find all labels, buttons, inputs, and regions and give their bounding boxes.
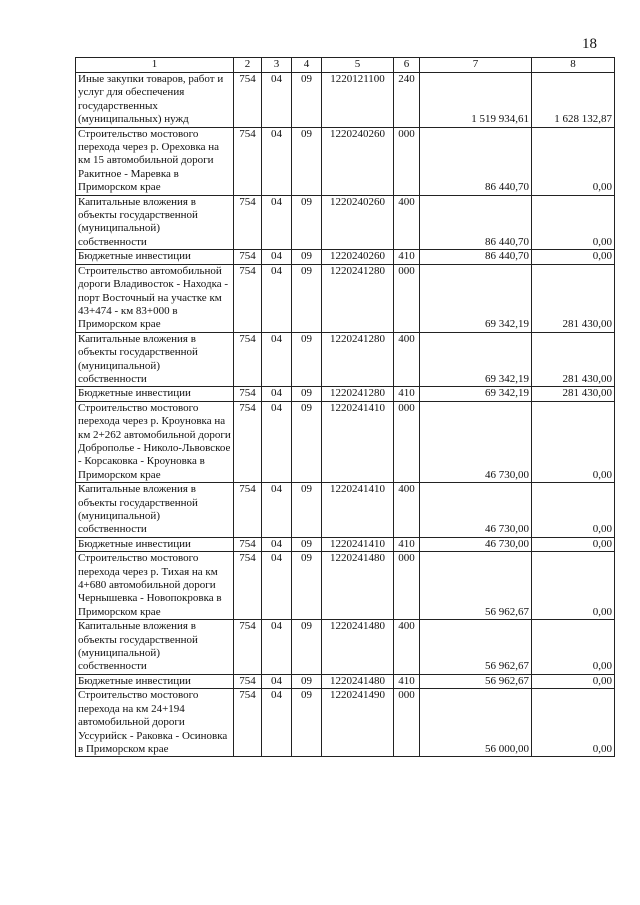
amount-year-2-cell: 0,00	[532, 483, 615, 538]
subsection-code-cell: 09	[292, 552, 322, 620]
ministry-code-cell: 754	[234, 387, 262, 401]
subsection-code-cell: 09	[292, 483, 322, 538]
item-name-cell: Строительство мостового перехода через р. Кроуновка на км 2+262 автомобильной дороги Доброполье - Николо-Львовское - Корсаковка - Кроуновка в Приморском крае	[76, 401, 234, 482]
target-article-code-cell: 1220241280	[322, 387, 394, 401]
ministry-code-cell: 754	[234, 264, 262, 332]
ministry-code-cell: 754	[234, 483, 262, 538]
table-row	[76, 250, 615, 264]
amount-year-1-cell: 46 730,00	[420, 401, 532, 482]
table-row	[76, 387, 615, 401]
section-code-cell: 04	[262, 127, 292, 195]
section-code-cell: 04	[262, 537, 292, 551]
item-name-cell: Бюджетные инвестиции	[76, 250, 234, 264]
expense-type-code-cell: 410	[394, 537, 420, 551]
subsection-code-cell: 09	[292, 250, 322, 264]
item-name-cell: Строительство автомобильной дороги Владивосток - Находка - порт Восточный на участке км 43+474 - км 83+000 в Приморском крае	[76, 264, 234, 332]
table-row	[76, 620, 615, 675]
table-row	[76, 73, 615, 128]
subsection-code-cell: 09	[292, 73, 322, 128]
section-code-cell: 04	[262, 552, 292, 620]
table-row	[76, 537, 615, 551]
ministry-code-cell: 754	[234, 552, 262, 620]
expense-type-code-cell: 410	[394, 674, 420, 688]
item-name-cell: Капитальные вложения в объекты государственной (муниципальной) собственности	[76, 332, 234, 387]
amount-year-2-cell: 0,00	[532, 689, 615, 757]
subsection-code-cell: 09	[292, 537, 322, 551]
amount-year-2-cell: 0,00	[532, 250, 615, 264]
amount-year-1-cell: 69 342,19	[420, 264, 532, 332]
expense-type-code-cell: 400	[394, 332, 420, 387]
amount-year-1-cell: 46 730,00	[420, 483, 532, 538]
item-name-cell: Строительство мостового перехода на км 24+194 автомобильной дороги Уссурийск - Раковка - Осиновка в Приморском крае	[76, 689, 234, 757]
amount-year-1-cell: 1 519 934,61	[420, 73, 532, 128]
target-article-code-cell: 1220241280	[322, 332, 394, 387]
amount-year-1-cell: 86 440,70	[420, 127, 532, 195]
amount-year-1-cell: 56 962,67	[420, 552, 532, 620]
ministry-code-cell: 754	[234, 250, 262, 264]
header-cell: 6	[394, 58, 420, 73]
amount-year-1-cell: 69 342,19	[420, 387, 532, 401]
amount-year-2-cell: 0,00	[532, 537, 615, 551]
section-code-cell: 04	[262, 401, 292, 482]
target-article-code-cell: 1220240260	[322, 195, 394, 250]
ministry-code-cell: 754	[234, 674, 262, 688]
table-row	[76, 552, 615, 620]
amount-year-1-cell: 46 730,00	[420, 537, 532, 551]
table-row	[76, 689, 615, 757]
subsection-code-cell: 09	[292, 401, 322, 482]
amount-year-2-cell: 0,00	[532, 401, 615, 482]
table-row	[76, 264, 615, 332]
section-code-cell: 04	[262, 195, 292, 250]
ministry-code-cell: 754	[234, 537, 262, 551]
section-code-cell: 04	[262, 387, 292, 401]
ministry-code-cell: 754	[234, 332, 262, 387]
subsection-code-cell: 09	[292, 689, 322, 757]
header-cell: 5	[322, 58, 394, 73]
item-name-cell: Капитальные вложения в объекты государственной (муниципальной) собственности	[76, 483, 234, 538]
item-name-cell: Капитальные вложения в объекты государственной (муниципальной) собственности	[76, 620, 234, 675]
item-name-cell: Строительство мостового перехода через р. Ореховка на км 15 автомобильной дороги Ракитное - Маревка в Приморском крае	[76, 127, 234, 195]
ministry-code-cell: 754	[234, 689, 262, 757]
target-article-code-cell: 1220241480	[322, 674, 394, 688]
header-cell: 4	[292, 58, 322, 73]
table-row	[76, 332, 615, 387]
amount-year-2-cell: 281 430,00	[532, 387, 615, 401]
target-article-code-cell: 1220241490	[322, 689, 394, 757]
header-cell: 8	[532, 58, 615, 73]
item-name-cell: Капитальные вложения в объекты государственной (муниципальной) собственности	[76, 195, 234, 250]
item-name-cell: Иные закупки товаров, работ и услуг для обеспечения государственных (муниципальных) нужд	[76, 73, 234, 128]
amount-year-2-cell: 281 430,00	[532, 332, 615, 387]
section-code-cell: 04	[262, 674, 292, 688]
ministry-code-cell: 754	[234, 127, 262, 195]
target-article-code-cell: 1220240260	[322, 127, 394, 195]
expense-type-code-cell: 000	[394, 264, 420, 332]
subsection-code-cell: 09	[292, 195, 322, 250]
amount-year-2-cell: 1 628 132,87	[532, 73, 615, 128]
amount-year-2-cell: 0,00	[532, 552, 615, 620]
expense-type-code-cell: 400	[394, 620, 420, 675]
page-number: 18	[582, 36, 597, 52]
ministry-code-cell: 754	[234, 195, 262, 250]
section-code-cell: 04	[262, 73, 292, 128]
table-row	[76, 401, 615, 482]
section-code-cell: 04	[262, 620, 292, 675]
amount-year-1-cell: 86 440,70	[420, 250, 532, 264]
amount-year-2-cell: 0,00	[532, 620, 615, 675]
header-cell: 3	[262, 58, 292, 73]
budget-table	[75, 57, 615, 757]
item-name-cell: Бюджетные инвестиции	[76, 537, 234, 551]
amount-year-1-cell: 56 000,00	[420, 689, 532, 757]
expense-type-code-cell: 240	[394, 73, 420, 128]
subsection-code-cell: 09	[292, 332, 322, 387]
ministry-code-cell: 754	[234, 401, 262, 482]
amount-year-1-cell: 69 342,19	[420, 332, 532, 387]
amount-year-2-cell: 0,00	[532, 127, 615, 195]
section-code-cell: 04	[262, 332, 292, 387]
target-article-code-cell: 1220240260	[322, 250, 394, 264]
subsection-code-cell: 09	[292, 620, 322, 675]
amount-year-1-cell: 56 962,67	[420, 620, 532, 675]
subsection-code-cell: 09	[292, 387, 322, 401]
expense-type-code-cell: 400	[394, 195, 420, 250]
expense-type-code-cell: 410	[394, 387, 420, 401]
section-code-cell: 04	[262, 689, 292, 757]
target-article-code-cell: 1220241410	[322, 401, 394, 482]
header-cell: 2	[234, 58, 262, 73]
target-article-code-cell: 1220241280	[322, 264, 394, 332]
target-article-code-cell: 1220241480	[322, 552, 394, 620]
item-name-cell: Бюджетные инвестиции	[76, 674, 234, 688]
expense-type-code-cell: 000	[394, 689, 420, 757]
table-row	[76, 195, 615, 250]
item-name-cell: Бюджетные инвестиции	[76, 387, 234, 401]
section-code-cell: 04	[262, 264, 292, 332]
section-code-cell: 04	[262, 483, 292, 538]
section-code-cell: 04	[262, 250, 292, 264]
amount-year-2-cell: 281 430,00	[532, 264, 615, 332]
header-cell: 1	[76, 58, 234, 73]
expense-type-code-cell: 000	[394, 401, 420, 482]
header-cell: 7	[420, 58, 532, 73]
ministry-code-cell: 754	[234, 620, 262, 675]
ministry-code-cell: 754	[234, 73, 262, 128]
amount-year-2-cell: 0,00	[532, 674, 615, 688]
expense-type-code-cell: 000	[394, 552, 420, 620]
expense-type-code-cell: 400	[394, 483, 420, 538]
amount-year-1-cell: 86 440,70	[420, 195, 532, 250]
budget-table-body	[76, 58, 615, 757]
table-row	[76, 674, 615, 688]
target-article-code-cell: 1220241410	[322, 537, 394, 551]
expense-type-code-cell: 000	[394, 127, 420, 195]
target-article-code-cell: 1220121100	[322, 73, 394, 128]
subsection-code-cell: 09	[292, 674, 322, 688]
item-name-cell: Строительство мостового перехода через р. Тихая на км 4+680 автомобильной дороги Чернышевка - Новопокровка в Приморском крае	[76, 552, 234, 620]
target-article-code-cell: 1220241410	[322, 483, 394, 538]
target-article-code-cell: 1220241480	[322, 620, 394, 675]
subsection-code-cell: 09	[292, 127, 322, 195]
amount-year-1-cell: 56 962,67	[420, 674, 532, 688]
subsection-code-cell: 09	[292, 264, 322, 332]
table-row	[76, 483, 615, 538]
expense-type-code-cell: 410	[394, 250, 420, 264]
header-row	[76, 58, 615, 73]
table-row	[76, 127, 615, 195]
amount-year-2-cell: 0,00	[532, 195, 615, 250]
